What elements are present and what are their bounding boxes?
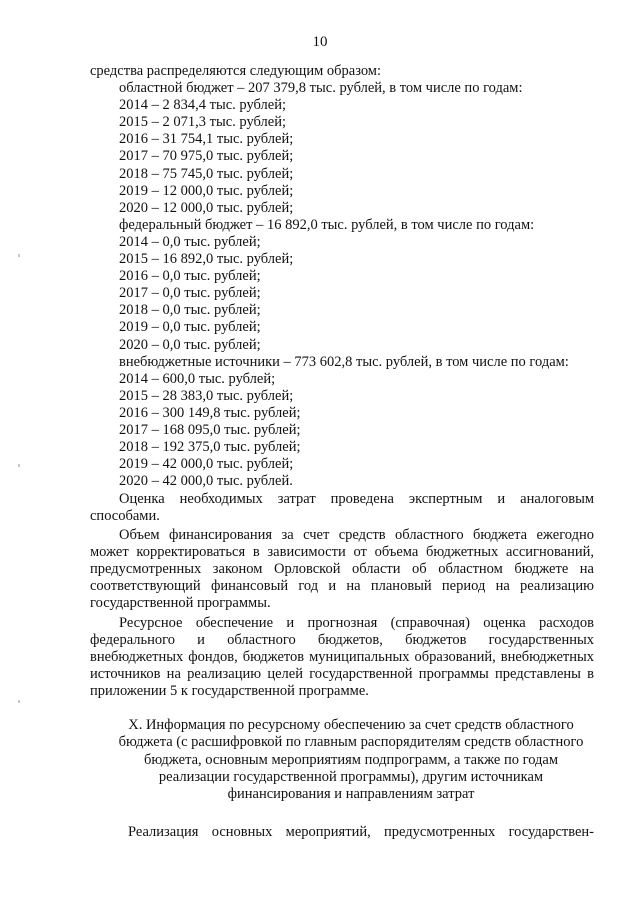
document-body: [90, 63, 594, 700]
regional-budget-block: [90, 80, 594, 217]
federal-year-line: 2018 – 0,0 тыс. рублей;: [119, 302, 261, 319]
federal-year-line: 2014 – 0,0 тыс. рублей;: [119, 233, 261, 250]
section-heading-line: бюджета, основным мероприятиям подпрограмм, а также по годам: [143, 751, 559, 768]
resources-paragraph: Ресурсное обеспечение и прогнозная (справочная) оценка расходов федерального и областного бюджетов, бюджетов государственных внебюджетных фондов, бюджетов муниципальных образований, внебюджетных источников на реализацию целей государственной программы представлены в приложении 5 к государственной программе.: [90, 614, 594, 699]
closing-paragraph: Реализация основных мероприятий, предусмотренных государствен-: [128, 824, 594, 840]
regional-budget-header: областной бюджет – 207 379,8 тыс. рублей, в том числе по годам:: [119, 80, 523, 97]
page-number: 10: [312, 34, 328, 50]
scan-edge-mark: [18, 700, 20, 703]
regional-year-line: 2019 – 12 000,0 тыс. рублей;: [119, 182, 294, 199]
regional-year-line: 2017 – 70 975,0 тыс. рублей;: [119, 148, 294, 165]
correction-paragraph: Объем финансирования за счет средств областного бюджета ежегодно может корректироваться в зависимости от объема бюджетных ассигнований, предусмотренных законом Орловской области об областном бюджете на соответствующий финансовый год и на плановый период на реализацию государственной программы.: [90, 527, 594, 612]
extrabudget-block: [90, 354, 594, 491]
federal-budget-header: федеральный бюджет – 16 892,0 тыс. рублей, в том числе по годам:: [119, 216, 535, 233]
regional-year-line: 2014 – 2 834,4 тыс. рублей;: [119, 97, 286, 114]
scan-edge-mark: [18, 254, 20, 257]
regional-year-line: 2020 – 12 000,0 тыс. рублей;: [119, 199, 294, 216]
extrabudget-year-line: 2016 – 300 149,8 тыс. рублей;: [119, 404, 301, 421]
distribution-intro: средства распределяются следующим образом:: [90, 63, 382, 79]
federal-year-line: 2017 – 0,0 тыс. рублей;: [119, 285, 261, 302]
regional-year-line: 2015 – 2 071,3 тыс. рублей;: [119, 114, 286, 131]
extrabudget-year-line: 2015 – 28 383,0 тыс. рублей;: [119, 387, 294, 404]
extrabudget-header: внебюджетные источники – 773 602,8 тыс. рублей, в том числе по годам:: [119, 353, 569, 370]
federal-year-line: 2020 – 0,0 тыс. рублей;: [119, 336, 261, 353]
extrabudget-year-line: 2018 – 192 375,0 тыс. рублей;: [119, 439, 301, 456]
federal-year-line: 2019 – 0,0 тыс. рублей;: [119, 319, 261, 336]
regional-year-line: 2018 – 75 745,0 тыс. рублей;: [119, 165, 294, 182]
section-heading-line: X. Информация по ресурсному обеспечению за счет средств областного: [128, 717, 574, 733]
section-heading-line: реализации государственной программы), другим источникам: [158, 768, 544, 785]
federal-year-line: 2015 – 16 892,0 тыс. рублей;: [119, 251, 294, 268]
extrabudget-year-line: 2014 – 600,0 тыс. рублей;: [119, 370, 276, 387]
section-heading: [112, 717, 590, 803]
federal-year-line: 2016 – 0,0 тыс. рублей;: [119, 268, 261, 285]
extrabudget-year-line: 2019 – 42 000,0 тыс. рублей;: [119, 456, 294, 473]
federal-budget-block: [90, 217, 594, 354]
section-heading-line: бюджета (с расшифровкой по главным распорядителям средств областного: [118, 734, 584, 751]
estimate-paragraph: Оценка необходимых затрат проведена экспертным и аналоговым способами.: [90, 490, 594, 524]
section-heading-line: финансирования и направлениям затрат: [227, 786, 475, 803]
extrabudget-year-line: 2020 – 42 000,0 тыс. рублей.: [119, 473, 293, 490]
regional-year-line: 2016 – 31 754,1 тыс. рублей;: [119, 131, 294, 148]
extrabudget-year-line: 2017 – 168 095,0 тыс. рублей;: [119, 421, 301, 438]
scan-edge-mark: [18, 464, 20, 467]
